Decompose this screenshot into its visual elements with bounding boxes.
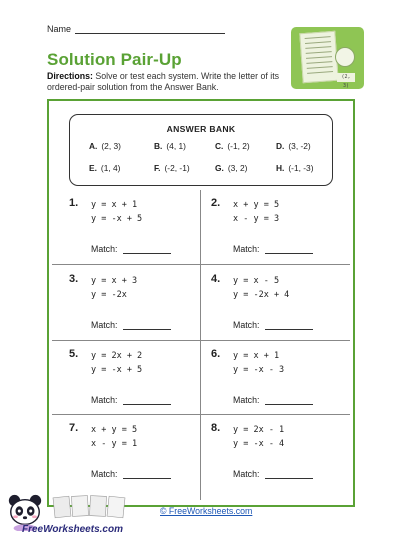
directions-text: Solve or test each system. Write the letter of its ordered-pair solution from the Answer Bank. <box>47 71 280 92</box>
thumbnail-paper <box>299 31 338 83</box>
problem-number: 1. <box>69 197 79 209</box>
match-label: Match: <box>233 244 260 254</box>
equation-2: y = -2x <box>91 290 127 300</box>
worksheet-stack-icon <box>52 493 130 519</box>
bank-item-b: B. (4, 1) <box>154 141 186 151</box>
equation-1: y = 2x - 1 <box>233 425 285 435</box>
equation-2: x - y = 3 <box>233 214 280 224</box>
match-answer-blank[interactable] <box>265 396 313 405</box>
thumbnail-magnifier <box>335 47 355 67</box>
equation-1: y = x + 1 <box>91 200 138 210</box>
match-label: Match: <box>233 320 260 330</box>
match-row <box>233 320 313 330</box>
equation-2: y = -x - 3 <box>233 365 285 375</box>
worksheet-thumbnail-image <box>291 27 364 89</box>
match-answer-blank[interactable] <box>123 245 171 254</box>
bank-item-a: A. (2, 3) <box>89 141 121 151</box>
problem-number: 7. <box>69 422 79 434</box>
problem-number: 2. <box>211 197 221 209</box>
match-row <box>91 244 171 254</box>
bank-item-e: E. (1, 4) <box>89 163 121 173</box>
problem-5 <box>69 348 209 418</box>
problem-number: 8. <box>211 422 221 434</box>
equation-1: y = 2x + 2 <box>91 351 143 361</box>
equation-1: y = x + 3 <box>91 276 138 286</box>
bank-item-h: H. (-1, -3) <box>276 163 314 173</box>
match-row <box>233 244 313 254</box>
name-field-row <box>47 24 225 34</box>
problem-4 <box>211 273 351 343</box>
problem-number: 5. <box>69 348 79 360</box>
match-row <box>233 395 313 405</box>
match-answer-blank[interactable] <box>265 470 313 479</box>
match-row <box>91 320 171 330</box>
match-label: Match: <box>91 244 118 254</box>
site-brand-logo: FreeWorksheets.com <box>22 524 123 535</box>
equation-2: y = -2x + 4 <box>233 290 290 300</box>
match-answer-blank[interactable] <box>123 396 171 405</box>
answer-bank-title: ANSWER BANK <box>166 124 236 134</box>
equation-2: y = -x + 5 <box>91 214 143 224</box>
match-answer-blank[interactable] <box>265 321 313 330</box>
problem-2 <box>211 197 351 267</box>
problem-number: 4. <box>211 273 221 285</box>
match-answer-blank[interactable] <box>123 321 171 330</box>
worksheet-title: Solution Pair-Up <box>47 50 182 69</box>
answer-bank <box>69 114 333 186</box>
problem-8 <box>211 422 351 492</box>
match-answer-blank[interactable] <box>265 245 313 254</box>
name-label: Name <box>47 24 72 34</box>
name-blank-line[interactable] <box>75 25 225 34</box>
problem-number: 3. <box>69 273 79 285</box>
match-answer-blank[interactable] <box>123 470 171 479</box>
equation-1: x + y = 5 <box>91 425 138 435</box>
equation-1: y = x + 1 <box>233 351 280 361</box>
directions <box>47 71 287 93</box>
problem-1 <box>69 197 209 267</box>
bank-item-f: F. (-2, -1) <box>154 163 190 173</box>
match-label: Match: <box>91 395 118 405</box>
match-label: Match: <box>233 469 260 479</box>
bank-item-d: D. (3, -2) <box>276 141 311 151</box>
match-label: Match: <box>91 469 118 479</box>
match-label: Match: <box>91 320 118 330</box>
match-row <box>233 469 313 479</box>
match-label: Match: <box>233 395 260 405</box>
equation-2: y = -x + 5 <box>91 365 143 375</box>
bank-item-c: C. (-1, 2) <box>215 141 250 151</box>
directions-label: Directions: <box>47 71 93 81</box>
match-row <box>91 395 171 405</box>
thumbnail-tag: (2, 3) <box>337 73 355 82</box>
match-row <box>91 469 171 479</box>
problem-6 <box>211 348 351 418</box>
equation-2: x - y = 1 <box>91 439 138 449</box>
equation-1: x + y = 5 <box>233 200 280 210</box>
problem-3 <box>69 273 209 343</box>
problem-number: 6. <box>211 348 221 360</box>
equation-2: y = -x - 4 <box>233 439 285 449</box>
problem-7 <box>69 422 209 492</box>
equation-1: y = x - 5 <box>233 276 280 286</box>
bank-item-g: G. (3, 2) <box>215 163 248 173</box>
copyright-link[interactable]: © FreeWorksheets.com <box>160 506 253 516</box>
